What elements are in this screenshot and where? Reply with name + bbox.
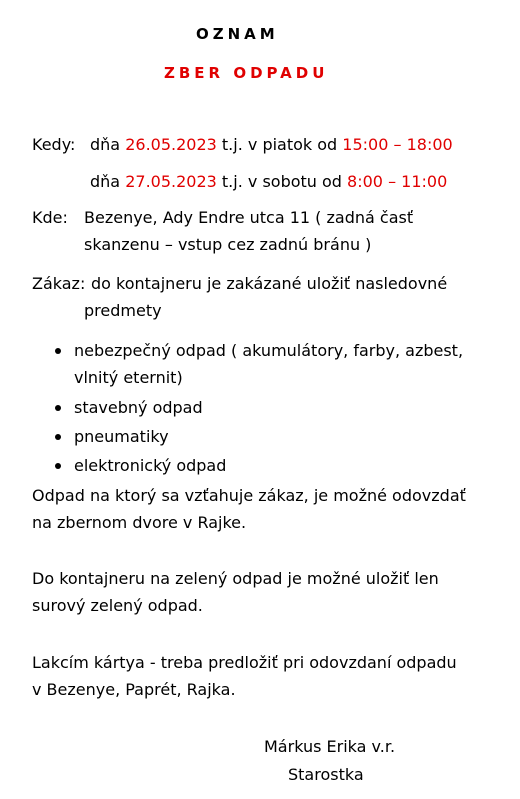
when-2-time: 8:00 – 11:00 <box>347 172 448 191</box>
ban-line-2: predmety <box>84 301 162 320</box>
notice-subtitle: ZBER ODPADU <box>164 64 329 82</box>
where-line-1: Bezenye, Ady Endre utca 11 ( zadná časť <box>84 208 414 227</box>
para-1-line-2: na zbernom dvore v Rajke. <box>32 513 247 532</box>
when-label: Kedy: <box>32 135 76 154</box>
para-2-line-2: surový zelený odpad. <box>32 596 203 615</box>
signature-role: Starostka <box>288 765 364 784</box>
when-line-2 <box>90 170 447 194</box>
when-1-mid: t.j. v piatok od <box>221 135 338 154</box>
ban-label: Zákaz: <box>32 274 86 293</box>
para-2-line-1: Do kontajneru na zelený odpad je možné uložiť len <box>32 569 439 588</box>
where-label: Kde: <box>32 208 68 227</box>
where-line-2: skanzenu – vstup cez zadnú bránu ) <box>84 235 372 254</box>
para-3-line-1: Lakcím kártya - treba predložiť pri odovzdaní odpadu <box>32 653 457 672</box>
when-line-1 <box>90 133 453 157</box>
para-3-line-2: v Bezenye, Paprét, Rajka. <box>32 680 236 699</box>
when-2-prefix: dňa <box>90 172 121 191</box>
when-1-date: 26.05.2023 <box>125 135 217 154</box>
signature-name: Márkus Erika v.r. <box>264 737 396 756</box>
ban-line-1: do kontajneru je zakázané uložiť nasledovné <box>91 274 448 293</box>
when-2-date: 27.05.2023 <box>125 172 217 191</box>
ban-item-2: stavebný odpad <box>74 396 203 420</box>
ban-item-1: nebezpečný odpad ( akumulátory, farby, azbest, <box>74 339 463 363</box>
notice-title: OZNAM <box>196 25 279 43</box>
ban-item-3: pneumatiky <box>74 425 169 449</box>
ban-item-4: elektronický odpad <box>74 454 226 478</box>
when-1-prefix: dňa <box>90 135 121 154</box>
when-1-time: 15:00 – 18:00 <box>342 135 453 154</box>
when-2-mid: t.j. v sobotu od <box>221 172 342 191</box>
ban-item-1-cont: vlnitý eternit) <box>74 368 183 387</box>
para-1-line-1: Odpad na ktorý sa vzťahuje zákaz, je možné odovzdať <box>32 486 466 505</box>
